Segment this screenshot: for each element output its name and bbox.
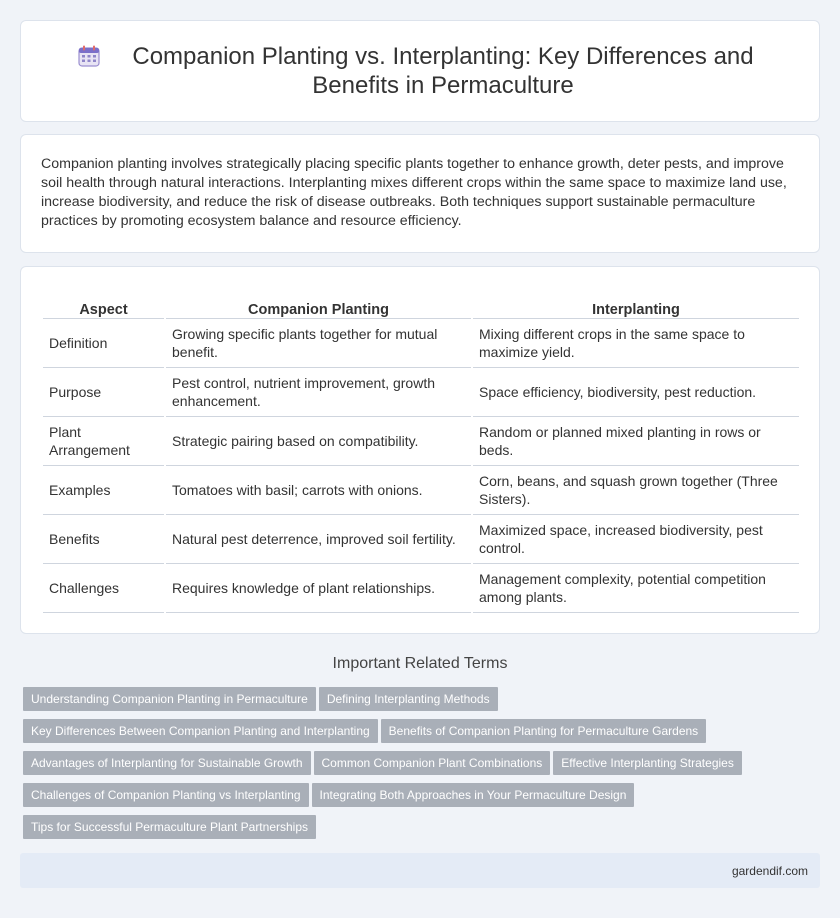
header-interplanting: Interplanting	[472, 296, 799, 318]
cell-interplanting: Corn, beans, and squash grown together (Three Sisters).	[472, 465, 799, 514]
related-term-link[interactable]: Defining Interplanting Methods	[319, 687, 498, 711]
table-row	[43, 416, 799, 465]
header-aspect: Aspect	[43, 296, 165, 318]
footer	[20, 853, 820, 888]
cell-companion: Natural pest deterrence, improved soil fertility.	[165, 514, 472, 563]
related-term-link[interactable]: Tips for Successful Permaculture Plant Partnerships	[23, 815, 316, 839]
cell-aspect: Benefits	[43, 514, 165, 563]
cell-interplanting: Maximized space, increased biodiversity, pest control.	[472, 514, 799, 563]
comparison-table-card	[20, 266, 820, 634]
related-term-link[interactable]: Understanding Companion Planting in Permaculture	[23, 687, 316, 711]
header-companion-planting: Companion Planting	[165, 296, 472, 318]
table-row	[43, 318, 799, 367]
related-term-link[interactable]: Benefits of Companion Planting for Permaculture Gardens	[381, 719, 707, 743]
table-row	[43, 563, 799, 612]
tag-row	[23, 719, 803, 751]
tag-row	[23, 783, 803, 815]
tag-row	[23, 815, 803, 847]
cell-aspect: Purpose	[43, 367, 165, 416]
related-term-link[interactable]: Challenges of Companion Planting vs Interplanting	[23, 783, 309, 807]
cell-aspect: Definition	[43, 318, 165, 367]
table-row	[43, 367, 799, 416]
comparison-table	[43, 296, 799, 613]
tag-row	[23, 687, 803, 719]
cell-aspect: Challenges	[43, 563, 165, 612]
cell-companion: Tomatoes with basil; carrots with onions.	[165, 465, 472, 514]
table-row	[43, 465, 799, 514]
related-term-link[interactable]: Common Companion Plant Combinations	[314, 751, 551, 775]
title-wrap	[77, 42, 763, 100]
cell-interplanting: Management complexity, potential competition among plants.	[472, 563, 799, 612]
header-card	[20, 20, 820, 122]
table-header-row	[43, 296, 799, 318]
tag-row	[23, 751, 803, 783]
related-term-link[interactable]: Effective Interplanting Strategies	[553, 751, 742, 775]
calendar-icon	[77, 44, 101, 68]
cell-companion: Requires knowledge of plant relationships.	[165, 563, 472, 612]
cell-aspect: Examples	[43, 465, 165, 514]
intro-text: Companion planting involves strategically placing specific plants together to enhance growth, deter pests, and improve soil health through natural interactions. Interplanting mixes different crops within the same space to maximize land use, increase biodiversity, and reduce the risk of disease outbreaks. Both techniques support sustainable permaculture practices by promoting ecosystem balance and resource efficiency.	[41, 156, 787, 229]
table-row	[43, 514, 799, 563]
cell-interplanting: Mixing different crops in the same space to maximize yield.	[472, 318, 799, 367]
cell-companion: Pest control, nutrient improvement, growth enhancement.	[165, 367, 472, 416]
cell-interplanting: Space efficiency, biodiversity, pest reduction.	[472, 367, 799, 416]
page-title: Companion Planting vs. Interplanting: Key Differences and Benefits in Permaculture	[132, 43, 754, 99]
related-term-link[interactable]: Integrating Both Approaches in Your Permaculture Design	[312, 783, 635, 807]
footer-site[interactable]: gardendif.com	[731, 863, 808, 878]
related-term-link[interactable]: Key Differences Between Companion Planting and Interplanting	[23, 719, 378, 743]
intro-card	[20, 134, 820, 253]
cell-companion: Strategic pairing based on compatibility.	[165, 416, 472, 465]
cell-companion: Growing specific plants together for mutual benefit.	[165, 318, 472, 367]
related-terms-tags	[23, 687, 803, 847]
related-term-link[interactable]: Advantages of Interplanting for Sustainable Growth	[23, 751, 311, 775]
related-terms-title: Important Related Terms	[332, 655, 508, 672]
cell-interplanting: Random or planned mixed planting in rows or beds.	[472, 416, 799, 465]
cell-aspect: Plant Arrangement	[43, 416, 165, 465]
